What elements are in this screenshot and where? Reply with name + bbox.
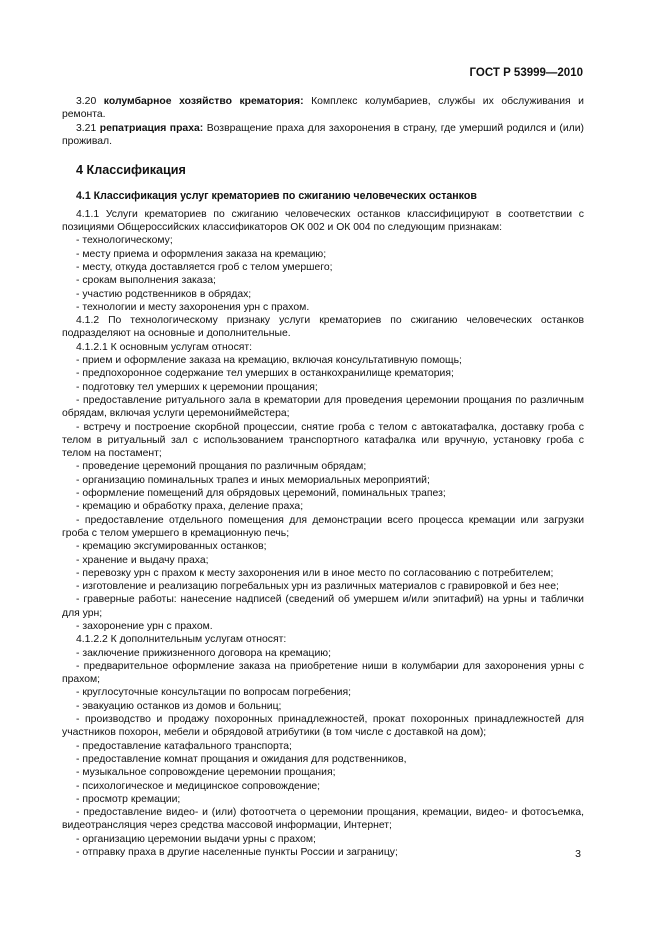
list-item: - подготовку тел умерших к церемонии прощания; (76, 381, 318, 393)
list-item: - месту приема и оформления заказа на кремацию; (76, 248, 327, 260)
list-item: - организацию поминальных трапез и иных мемориальных мероприятий; (76, 474, 430, 486)
page-number: 3 (575, 848, 581, 860)
term-name: репатриация праха: (99, 122, 204, 134)
list-item: - предоставление ритуального зала в крематории для проведения церемонии прощания по различным обрядам, включая услуги церемониймейстера; (62, 394, 584, 420)
term-number: 3.20 (76, 96, 97, 107)
term-3-20 (62, 95, 584, 122)
term-3-21 (62, 122, 584, 149)
list-item: - участию родственников в обрядах; (76, 288, 252, 300)
list-4-1-2-1 (62, 354, 584, 633)
list-item: - эвакуацию останков из домов и больниц; (76, 700, 282, 712)
list-item: - круглосуточные консультации по вопросам погребения; (76, 687, 351, 699)
list-item: - граверные работы: нанесение надписей (сведений об умершем и/или эпитафий) на урны и таблички для урн; (62, 594, 584, 619)
list-4-1-1 (62, 234, 584, 314)
list-item: - музыкальное сопровождение церемонии прощания; (76, 767, 336, 779)
list-item: - встречу и построение скорбной процессии, снятие гроба с телом с автокатафалка, доставку гроба с телом в ритуальный зал с использованием транспортного катафалка или вручную, установку гроба с телом на постамент; (62, 421, 584, 460)
list-item: - оформление помещений для обрядовых церемоний, поминальных трапез; (76, 488, 446, 500)
list-4-1-2-2 (62, 647, 584, 860)
paragraph-4-1-1: 4.1.1 Услуги крематориев по сжиганию человеческих останков классифицируют в соответствии с позициями Общероссийских классификаторов ОК 002 и ОК 004 по следующим признакам: (62, 208, 584, 234)
list-item: - предварительное оформление заказа на приобретение ниши в колумбарии для захоронения урны с прахом; (62, 660, 584, 686)
list-item: - заключение прижизненного договора на кремацию; (76, 647, 331, 659)
list-item: - предоставление отдельного помещения для демонстрации всего процесса кремации или загрузки гроба с телом умершего в кремационную печь; (62, 514, 584, 539)
term-name: колумбарное хозяйство крематория: (103, 96, 304, 107)
term-number: 3.21 (76, 122, 97, 134)
list-item: - хранение и выдачу праха; (76, 554, 209, 566)
list-item: - производство и продажу похоронных принадлежностей, прокат похоронных принадлежностей для участников похорон, мебели и обрядовой атрибутики (в том числе с доставкой на дом); (62, 714, 584, 739)
list-item: - месту, откуда доставляется гроб с телом умершего; (76, 261, 333, 273)
list-item: - предоставление комнат прощания и ожидания для родственников, (76, 753, 407, 765)
term-definition: Возвращение праха для захоронения в страну, где умерший родился и (или) проживал. (62, 122, 585, 147)
list-item: - кремацию эксгумированных останков; (76, 541, 267, 553)
list-item: - предоставление катафального транспорта; (76, 740, 292, 752)
subsection-heading-4-1: 4.1 Классификация услуг крематориев по сжиганию человеческих останков (76, 190, 477, 203)
list-item: - предоставление видео- и (или) фотоотчета о церемонии прощания, кремации, видео- и фотосъемка, видеотрансляция через средства массовой информации, Интернет; (62, 807, 584, 832)
list-item: - захоронение урн с прахом. (76, 620, 213, 632)
list-item: - перевозку урн с прахом к месту захоронения или в иное место по согласованию с потребителем; (76, 567, 554, 579)
document-body (62, 95, 584, 859)
document-id-header: ГОСТ Р 53999—2010 (469, 67, 583, 79)
list-item: - технологическому; (76, 235, 173, 247)
list-item: - кремацию и обработку праха, деление праха; (76, 501, 304, 513)
paragraph-4-1-2: 4.1.2 По технологическому признаку услуги крематориев по сжиганию человеческих останков подразделяют на основные и дополнительные. (62, 315, 584, 340)
list-item: - изготовление и реализацию погребальных урн из различных материалов с гравировкой и без нее; (76, 581, 559, 593)
list-item: - организацию церемонии выдачи урны с прахом; (76, 833, 316, 845)
term-definition: Комплекс колумбариев, службы их обслуживания и ремонта. (62, 96, 584, 121)
paragraph-4-1-2-1: 4.1.2.1 К основным услугам относят: (76, 341, 253, 353)
list-item: - проведение церемоний прощания по различным обрядам; (76, 461, 367, 473)
list-item: - прием и оформление заказа на кремацию, включая консультативную помощь; (76, 355, 462, 367)
list-item: - психологическое и медицинское сопровождение; (76, 780, 321, 792)
list-item: - технологии и месту захоронения урн с прахом. (76, 301, 310, 313)
list-item: - просмотр кремации; (76, 793, 181, 805)
list-item: - отправку праха в другие населенные пункты России и заграницу; (76, 847, 398, 859)
list-item: - срокам выполнения заказа; (76, 275, 216, 287)
section-heading-4: 4 Классификация (76, 163, 186, 178)
list-item: - предпохоронное содержание тел умерших в останкохранилище крематория; (76, 368, 454, 380)
paragraph-4-1-2-2: 4.1.2.2 К дополнительным услугам относят: (76, 634, 287, 646)
